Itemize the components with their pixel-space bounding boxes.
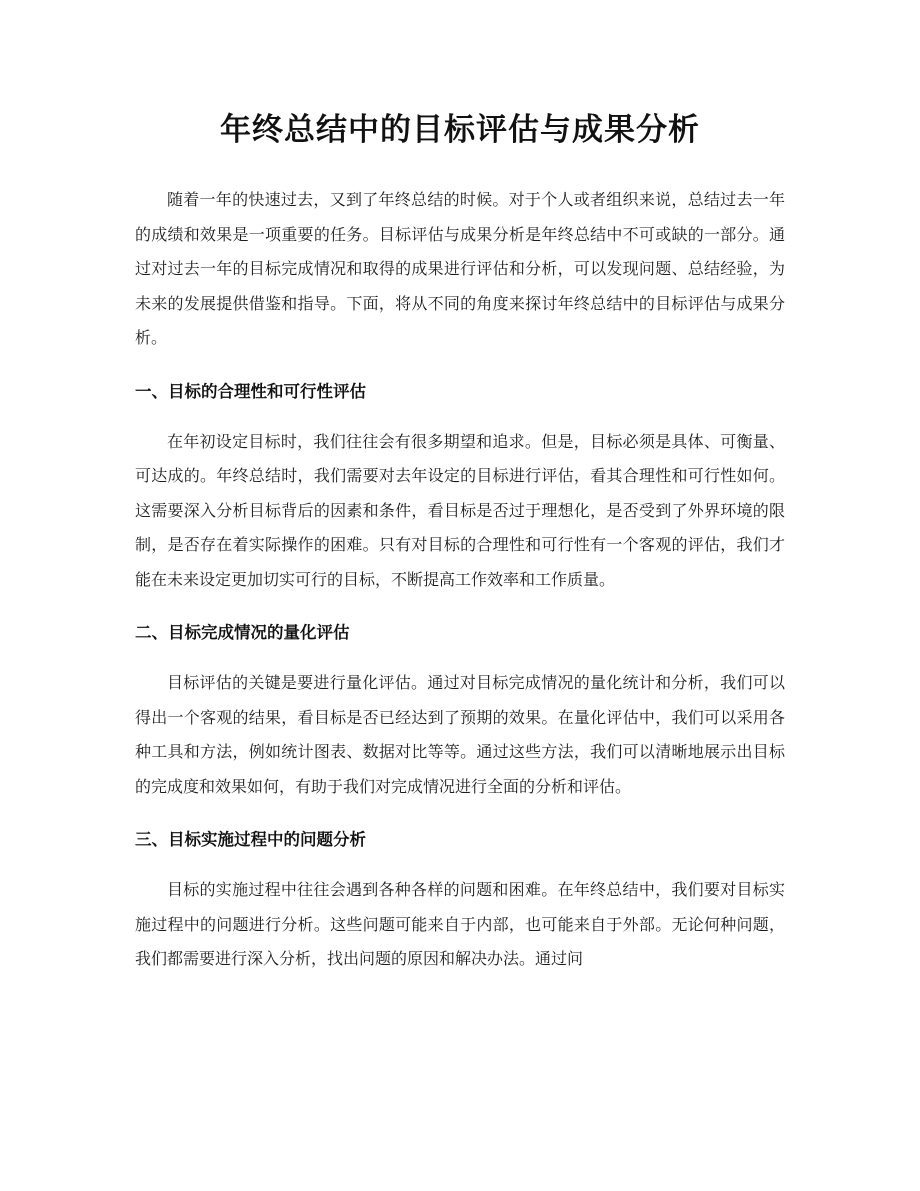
document-title: 年终总结中的目标评估与成果分析 [220,112,700,148]
document-body [135,183,785,977]
section-1-paragraph: 在年初设定目标时，我们往往会有很多期望和追求。但是，目标必须是具体、可衡量、可达成的。年终总结时，我们需要对去年设定的目标进行评估，看其合理性和可行性如何。这需要深入分析目标背后的因素和条件，看目标是否过于理想化，是否受到了外界环境的限制，是否存在着实际操作的困难。只有对目标的合理性和可行性有一个客观的评估，我们才能在未来设定更加切实可行的目标，不断提高工作效率和工作质量。 [135,431,785,589]
section-1-heading: 一、目标的合理性和可行性评估 [135,381,366,401]
section-3-paragraph: 目标的实施过程中往往会遇到各种各样的问题和困难。在年终总结中，我们要对目标实施过程中的问题进行分析。这些问题可能来自于内部，也可能来自于外部。无论何种问题，我们都需要进行深入分析，找出问题的原因和解决办法。通过问 [135,880,785,968]
section-3-heading: 三、目标实施过程中的问题分析 [135,830,366,849]
section-2-paragraph: 目标评估的关键是要进行量化评估。通过对目标完成情况的量化统计和分析，我们可以得出一个客观的结果，看目标是否已经达到了预期的效果。在量化评估中，我们可以采用各种工具和方法，例如统计图表、数据对比等等。通过这些方法，我们可以清晰地展示出目标的完成度和效果如何，有助于我们对完成情况进行全面的分析和评估。 [135,673,785,796]
section-2-heading: 二、目标完成情况的量化评估 [135,623,350,642]
intro-paragraph: 随着一年的快速过去，又到了年终总结的时候。对于个人或者组织来说，总结过去一年的成绩和效果是一项重要的任务。目标评估与成果分析是年终总结中不可或缺的一部分。通过对过去一年的目标完成情况和取得的成果进行评估和分析，可以发现问题、总结经验，为未来的发展提供借鉴和指导。下面，将从不同的角度来探讨年终总结中的目标评估与成果分析。 [135,190,785,347]
